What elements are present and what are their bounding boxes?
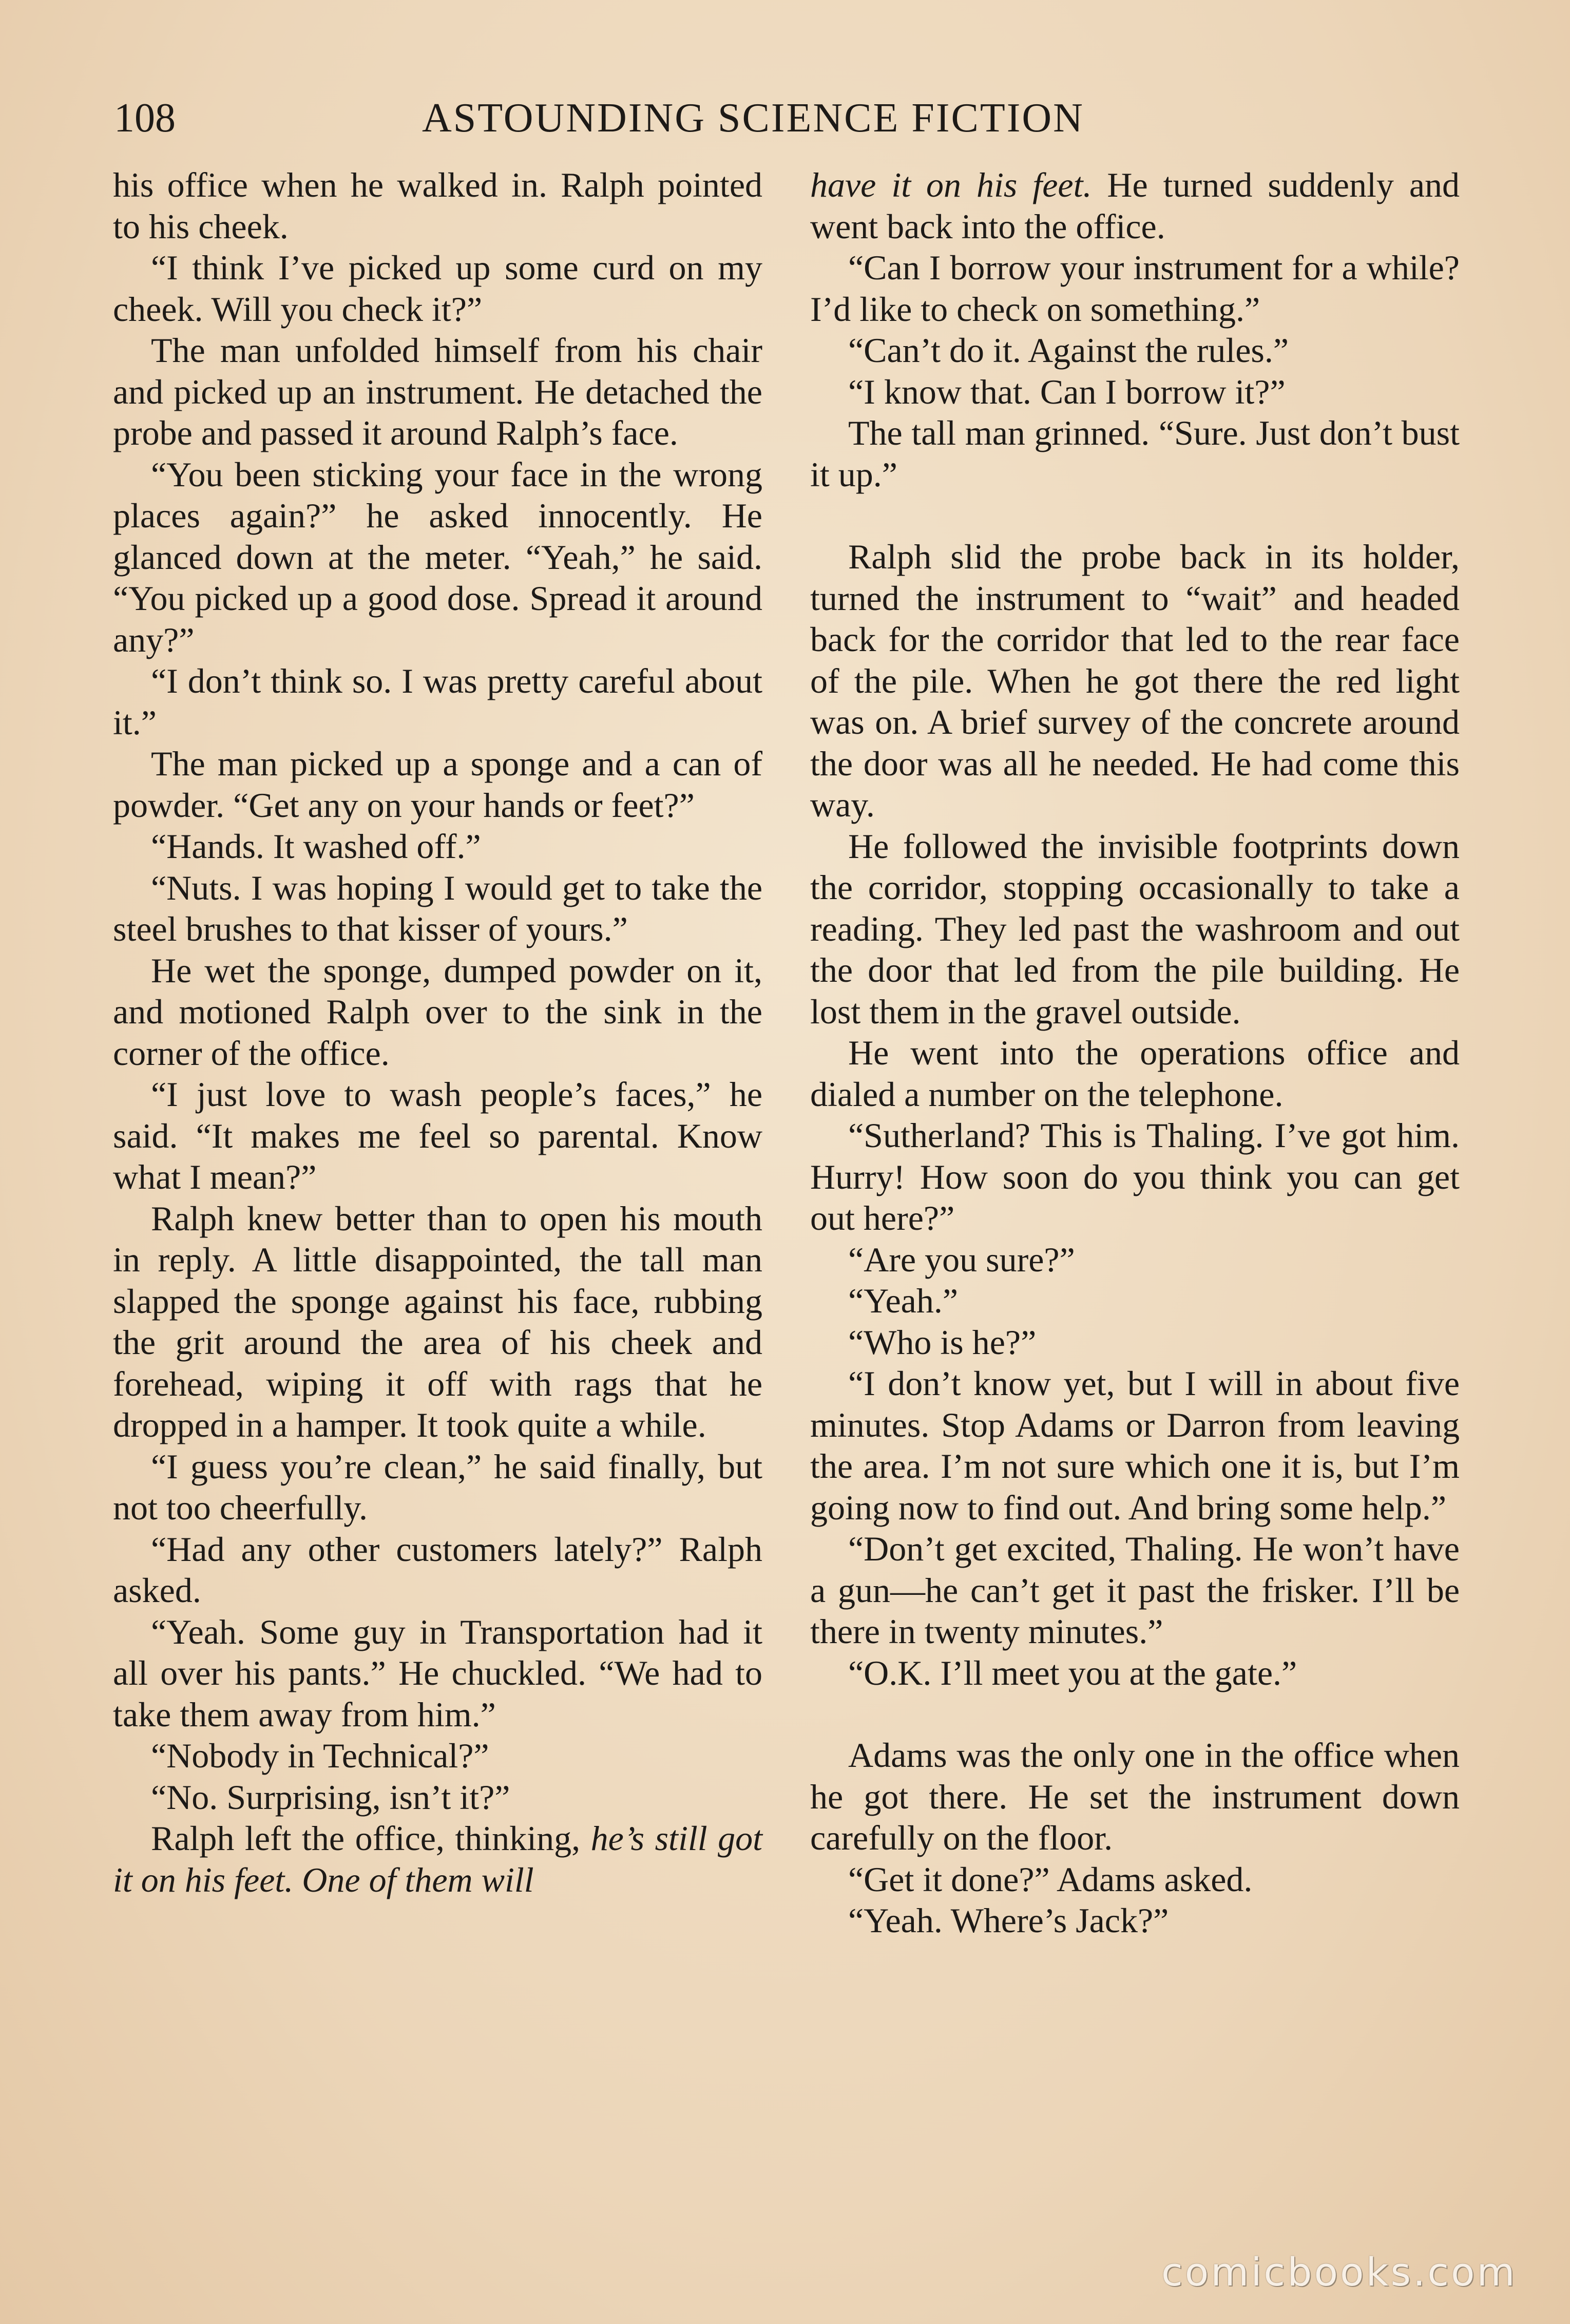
paragraph: “O.K. I’ll meet you at the gate.” xyxy=(848,1653,1297,1692)
paragraph: “Get it done?” Adams asked. xyxy=(848,1859,1253,1899)
paragraph: his office when he walked in. Ralph pointed to his cheek. xyxy=(113,165,762,246)
paragraph: The man unfolded himself from his chair and picked up an instrument. He detached the probe and passed it around Ralph’s face. xyxy=(113,331,762,452)
paragraph: “Nuts. I was hoping I would get to take the steel brushes to that kisser of yours.” xyxy=(113,868,762,948)
paragraph: “You been sticking your face in the wrong places again?” he asked innocently. He glanced down at the meter. “Yeah,” he said. “You picked up a good dose. Spread it around any?” xyxy=(113,454,762,659)
paragraph: “No. Surprising, isn’t it?” xyxy=(151,1777,510,1817)
italic-thought: have it on his feet. xyxy=(810,165,1092,204)
paragraph: Ralph knew better than to open his mouth in reply. A little disappointed, the tall man slapped the sponge against his face, rubbing the grit around the area of his cheek and forehead, wiping it off with rags that he dropped in a hamper. It took quite a while. xyxy=(113,1198,762,1444)
right-column xyxy=(810,164,1460,1941)
plain-text: He turned suddenly and went back into the office. xyxy=(810,165,1460,246)
paragraph: “I just love to wash people’s faces,” he said. “It makes me feel so parental. Know what I mean?” xyxy=(113,1075,762,1196)
site-watermark: comicbooks.com xyxy=(1161,2249,1517,2295)
paragraph: “I think I’ve picked up some curd on my cheek. Will you check it?” xyxy=(113,248,762,329)
paragraph: “Yeah.” xyxy=(848,1281,959,1320)
paragraph: “I guess you’re clean,” he said finally, but not too cheerfully. xyxy=(113,1446,762,1527)
paragraph-continued xyxy=(810,164,1460,247)
paragraph: “Sutherland? This is Thaling. I’ve got him. Hurry! How soon do you think you can get out here?” xyxy=(810,1116,1460,1237)
paragraph: “Had any other customers lately?” Ralph asked. xyxy=(113,1529,762,1610)
paragraph: The tall man grinned. “Sure. Just don’t bust it up.” xyxy=(810,413,1460,494)
paragraph: “I don’t think so. I was pretty careful about it.” xyxy=(113,661,762,742)
paragraph: The man picked up a sponge and a can of powder. “Get any on your hands or feet?” xyxy=(113,744,762,825)
paragraph: “Don’t get excited, Thaling. He won’t have a gun—he can’t get it past the frisker. I’ll be there in twenty minutes.” xyxy=(810,1529,1460,1651)
paragraph: “Can’t do it. Against the rules.” xyxy=(848,331,1289,370)
paragraph: He wet the sponge, dumped powder on it, and motioned Ralph over to the sink in the corner of the office. xyxy=(113,950,762,1073)
paragraph: “Yeah. Where’s Jack?” xyxy=(848,1901,1169,1940)
paragraph: “Can I borrow your instrument for a while? I’d like to check on something.” xyxy=(810,248,1460,329)
paragraph: “Are you sure?” xyxy=(848,1240,1075,1279)
running-title: ASTOUNDING SCIENCE FICTION xyxy=(422,96,1084,141)
plain-text: Ralph left the office, thinking, xyxy=(151,1819,591,1858)
paragraph-final xyxy=(113,1818,762,1900)
paragraph: “Who is he?” xyxy=(848,1322,1037,1362)
paragraph: Adams was the only one in the office when he got there. He set the instrument down carefully on the floor. xyxy=(810,1736,1460,1857)
paragraph: “Nobody in Technical?” xyxy=(151,1736,489,1775)
paragraph: Ralph slid the probe back in its holder, turned the instrument to “wait” and headed back for the corridor that led to the rear face of the pile. When he got there the red light was on. A brief survey of the concrete around the door was all he needed. He had come this way. xyxy=(810,537,1460,824)
page-number: 108 xyxy=(114,96,176,141)
left-column xyxy=(113,164,762,1900)
paragraph: “Hands. It washed off.” xyxy=(151,827,481,866)
paragraph: “Yeah. Some guy in Transportation had it all over his pants.” He chuckled. “We had to take them away from him.” xyxy=(113,1612,762,1734)
running-header xyxy=(114,90,1161,146)
paragraph: “I don’t know yet, but I will in about five minutes. Stop Adams or Darron from leaving the area. I’m not sure which one it is, but I’m going now to find out. And bring some help.” xyxy=(810,1364,1460,1527)
paragraph: He went into the operations office and dialed a number on the telephone. xyxy=(810,1033,1460,1114)
paragraph: He followed the invisible footprints down the corridor, stopping occasionally to take a reading. They led past the washroom and out the door that led from the pile building. He lost them in the gravel outside. xyxy=(810,826,1460,1031)
paragraph: “I know that. Can I borrow it?” xyxy=(848,372,1286,411)
italic-thought: he’s still got it on his feet. One of them will xyxy=(113,1819,763,1899)
